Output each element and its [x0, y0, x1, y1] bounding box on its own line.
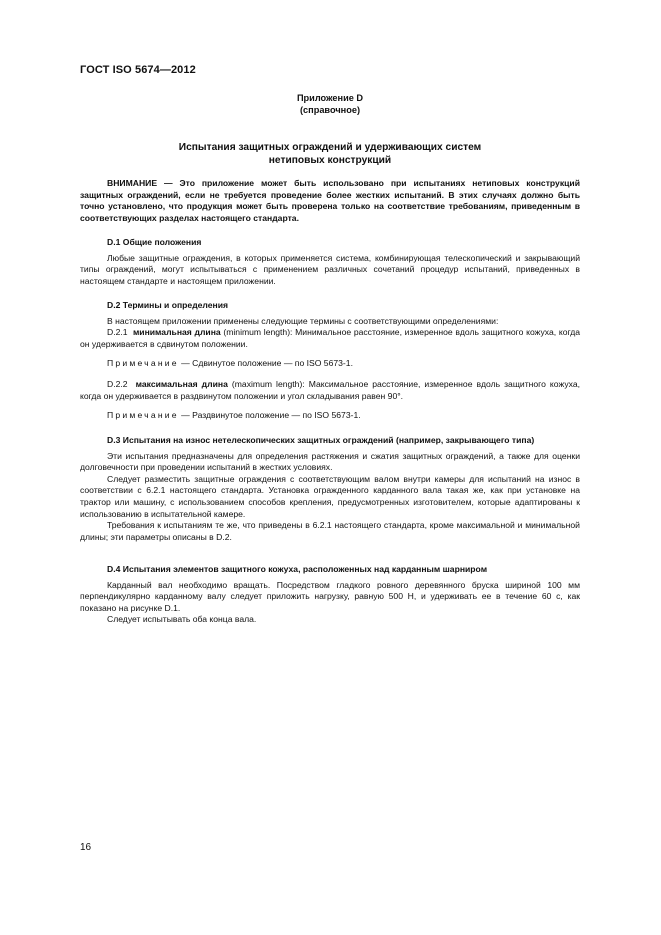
standard-header: ГОСТ ISO 5674—2012 [80, 64, 196, 76]
section-d2-heading: D.2 Термины и определения [107, 300, 229, 310]
term-name: минимальная длина [132, 327, 221, 338]
section-d1-heading: D.1 Общие положения [107, 237, 202, 247]
term-number: D.2.2 [107, 378, 128, 389]
term-number: D.2.1 [107, 327, 128, 338]
section-d4-p2: Следует испытывать оба конца вала. [107, 614, 257, 625]
note-label: Примечание [107, 410, 179, 421]
section-d1 [80, 237, 580, 287]
term-definition: (minimum length): Минимальное расстояние, измеренное вдоль защитного кожуха, когда он удерживается в сдвинутом положении. [80, 327, 581, 349]
warning-text: ВНИМАНИЕ — Это приложение может быть использовано при испытаниях нетиповых конструкций защитных ограждений, если не требуется проведение более жестких испытаний. В этих случаях должно быть точно установлено, что продукция может быть проверена только на соответствие требованиям, приведенным в соответствующих разделах настоящего стандарта. [80, 178, 580, 223]
note-label: Примечание [107, 358, 179, 369]
note-1 [80, 358, 580, 370]
term-maximum-length [80, 379, 580, 402]
note-2 [80, 410, 580, 422]
note-text: — Сдвинутое положение — по ISO 5673-1. [181, 358, 353, 369]
section-d3 [80, 435, 580, 543]
section-d3-p1: Эти испытания предназначены для определения растяжения и сжатия защитных ограждений, а также для оценки долговечности при проведении испытаний в жестких условиях. [80, 450, 580, 473]
warning-block [80, 178, 580, 224]
section-d2 [80, 300, 580, 422]
main-title-line2: нетиповых конструкций [268, 155, 392, 166]
section-d4 [80, 564, 580, 626]
section-d1-text: Любые защитные ограждения, в которых применяется система, комбинирующая телескопический и закрывающий типы ограждений, могут испытываться с применением различных сочетаний процедур испытаний, приведенных в настоящем стандарте и настоящем приложении. [80, 252, 580, 286]
section-d4-heading: D.4 Испытания элементов защитного кожуха, расположенных над карданным шарниром [107, 564, 488, 574]
section-d4-p1: Карданный вал необходимо вращать. Посредством гладкого ровного деревянного бруска шириной 100 мм перпендикулярно карданному валу следует приложить нагрузку, равную 500 Н, и удерживать ее в течение 60 с, как показано на рисунке D.1. [80, 579, 580, 613]
section-d3-p2: Следует разместить защитные ограждения с соответствующим валом внутри камеры для испытаний на износ в соответствии с 6.2.1 настоящего стандарта. Установка огражденного карданного вала такая же, как при установке на трактор или машину, с использованием способов крепления, предусмотренных изготовителем, которые адаптированы к использованию в испытательной камере. [80, 473, 580, 519]
section-d2-intro: В настоящем приложении применены следующие термины с соответствующими определениями: [107, 315, 499, 326]
page-number: 16 [80, 842, 92, 853]
term-name: максимальная длина [135, 378, 228, 389]
main-title-line1: Испытания защитных ограждений и удерживающих систем [178, 142, 482, 153]
annex-type: (справочное) [299, 105, 360, 115]
section-d3-p3: Требования к испытаниям те же, что приведены в 6.2.1 настоящего стандарта, кроме максимальной и минимальной длины; эти параметры описаны в D.2. [80, 520, 580, 542]
annex-title: Приложение D [296, 93, 364, 103]
note-text: — Раздвинутое положение — по ISO 5673-1. [181, 410, 361, 421]
section-d3-heading: D.3 Испытания на износ нетелескопических защитных ограждений (например, закрывающего типа) [107, 435, 535, 445]
term-minimum-length [80, 327, 580, 350]
term-definition: (maximum length): Максимальное расстояние, измеренное вдоль защитного кожуха, когда он удерживается в раздвинутом положении и угол складывания равен 90°. [80, 378, 580, 401]
